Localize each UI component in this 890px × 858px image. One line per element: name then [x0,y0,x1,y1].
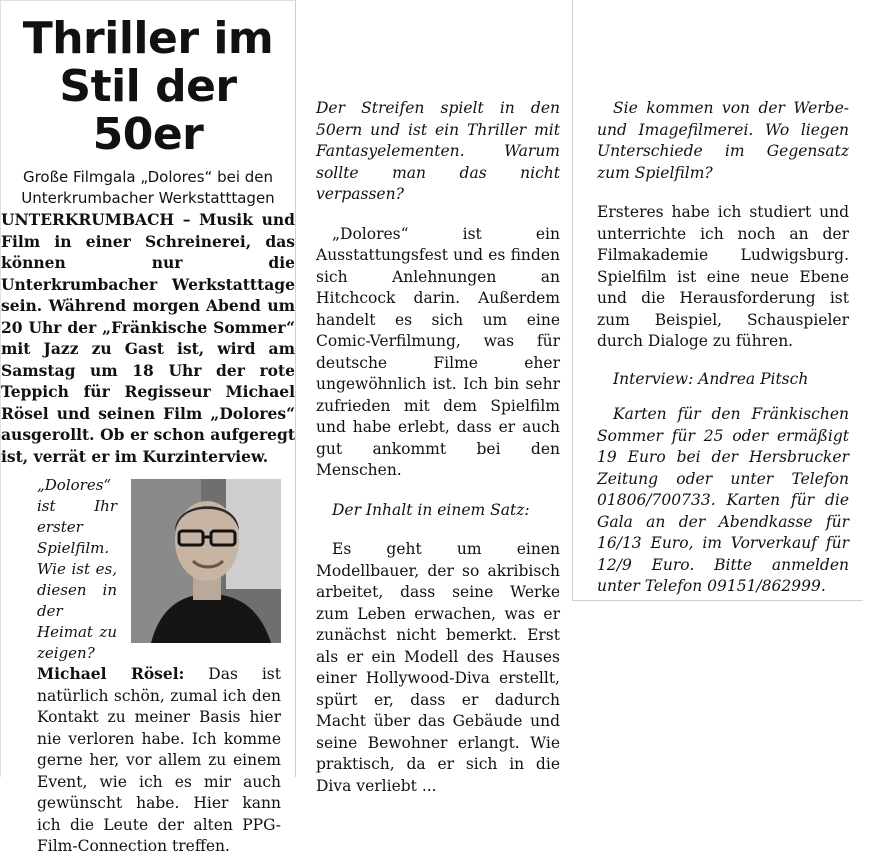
question-2: Der Streifen spielt in den 50ern und ist ein Thriller mit Fantasyelementen. Warum sollte man das nicht verpassen? [316,99,560,203]
ticket-info: Karten für den Fränkischen Sommer für 25 oder ermäßigt 19 Euro bei der Hersbrucker Zeitung oder unter Telefon 01806/700733. Karten für die Gala an der Abendkasse für 16/13 Euro, im Vorverkauf für 12/9 Euro. Bitte anmelden unter Telefon 09151/862999. [597,405,849,595]
question-photo-row [37,475,281,662]
headline-line-2: Stil der 50er [59,61,237,160]
column-1 [0,0,296,855]
answer-3: Es geht um einen Modellbauer, der so akribisch arbeitet, dass seine Werke zum Leben erwachen, was er zunächst nicht bemerkt. Erst als er ein Modell des Hauses einer Hollywood-Diva erstellt, spürt er, dass er dadurch Macht über das Gebäude und seine Bewohner erlangt. Wie praktisch, da er sich in die Diva verliebt ... [316,540,560,795]
interviewee-name: Michael Rösel: [37,664,185,683]
answer-1 [37,663,281,858]
column-3 [572,0,863,601]
portrait-photo [131,479,281,643]
question-1: „Dolores“ ist Ihr erster Spielfilm. Wie ist es, diesen in der Heimat zu zeigen? [37,476,117,662]
question-3: Der Inhalt in einem Satz: [332,500,530,519]
headline-line-1: Thriller im [22,13,274,64]
portrait-icon [131,479,281,643]
headline [1,15,295,159]
interview-credit: Interview: Andrea Pitsch [613,369,809,388]
column-2 [300,0,570,797]
question-4: Sie kommen von der Werbe- und Imagefilmerei. Wo liegen Unterschiede im Gegensatz zum Spielfilm? [597,99,849,182]
lead-paragraph: UNTERKRUMBACH – Musik und Film in einer Schreinerei, das können nur die Unterkrumbacher Werkstatttage sein. Während morgen Abend um 20 Uhr der „Fränkische Sommer“ mit Jazz zu Gast ist, wird am Samstag um 18 Uhr der rote Teppich für Regisseur Michael Rösel und seinen Film „Dolores“ ausgerollt. Ob er schon aufgeregt ist, verrät er im Kurzinterview. [1,210,295,466]
answer-1-text: Das ist natürlich schön, zumal ich den Kontakt zu meiner Basis hier nie verloren habe. Ich komme gerne her, vor allem zu einem Event, wie ich es mir auch gewünscht habe. Hier kann ich die Leute der alten PPG-Film-Connection treffen. [37,665,281,855]
subheadline: Große Filmgala „Dolores“ bei den Unterkrumbacher Werkstatttagen [21,168,275,207]
answer-2: „Dolores“ ist ein Ausstattungsfest und es finden sich Anlehnungen an Hitchcock darin. Außerdem handelt es sich um eine Comic-Verfilmung, was für deutsche Filme eher ungewöhnlich ist. Ich bin sehr zufrieden mit dem Spielfilm und habe erlebt, dass er auch gut ankommt bei den Menschen. [316,224,560,479]
answer-4: Ersteres habe ich studiert und unterrichte ich noch an der Filmakademie Ludwigsburg. Spielfilm ist eine neue Ebene und die Herausforderung ist zum Beispiel, Schauspieler durch Dialoge zu führen. [597,203,849,350]
